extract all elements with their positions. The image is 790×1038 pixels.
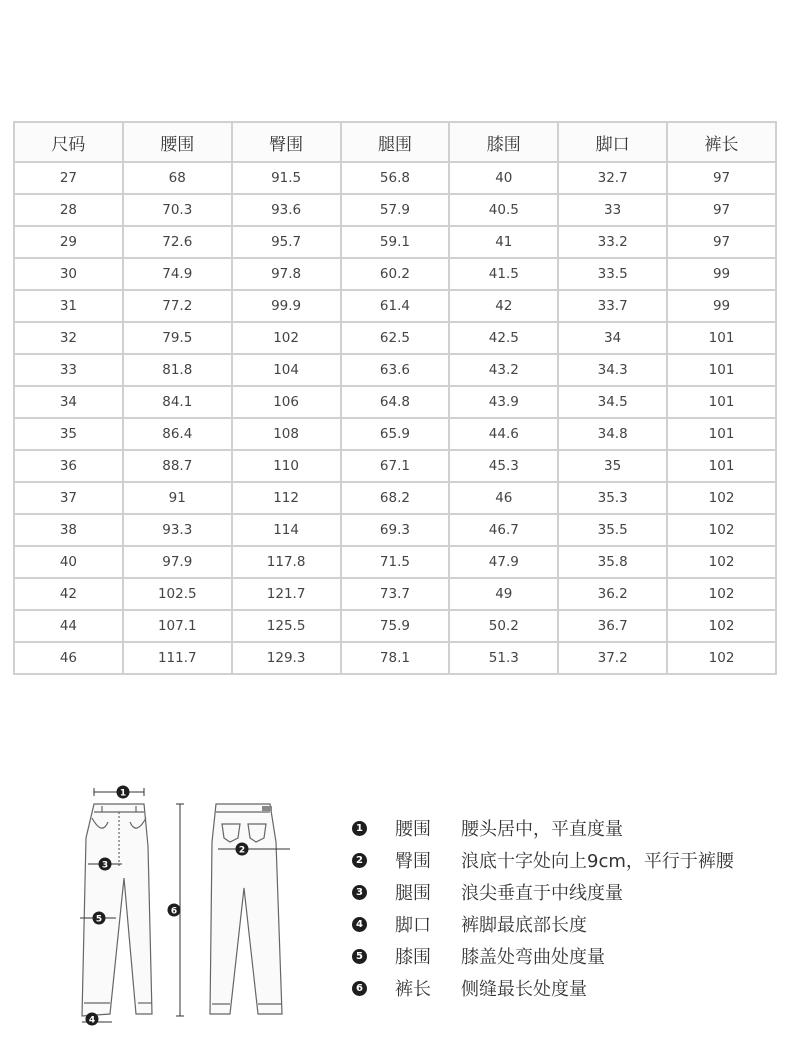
table-cell: 62.5 xyxy=(341,322,450,354)
legend-description: 腰头居中，平直度量 xyxy=(461,819,623,840)
table-cell: 41 xyxy=(449,226,558,258)
marker-2 xyxy=(236,843,249,856)
table-cell: 43.9 xyxy=(449,386,558,418)
legend-number-badge: 4 xyxy=(352,917,367,932)
legend-item xyxy=(352,940,772,972)
table-cell: 42 xyxy=(14,578,123,610)
table-cell: 84.1 xyxy=(123,386,232,418)
table-cell: 41.5 xyxy=(449,258,558,290)
table-cell: 63.6 xyxy=(341,354,450,386)
svg-text:3: 3 xyxy=(101,860,109,871)
table-cell: 97.9 xyxy=(123,546,232,578)
svg-text:2: 2 xyxy=(238,845,246,856)
table-cell: 57.9 xyxy=(341,194,450,226)
table-cell: 102 xyxy=(667,482,776,514)
legend-number-badge: 6 xyxy=(352,981,367,996)
table-cell: 102 xyxy=(667,514,776,546)
table-cell: 101 xyxy=(667,450,776,482)
table-cell: 49 xyxy=(449,578,558,610)
legend-description: 侧缝最长处度量 xyxy=(461,979,587,1000)
table-cell: 102 xyxy=(232,322,341,354)
table-cell: 102 xyxy=(667,546,776,578)
table-row xyxy=(14,162,776,194)
front-pants-drawing xyxy=(82,804,152,1016)
table-cell: 43.2 xyxy=(449,354,558,386)
table-cell: 70.3 xyxy=(123,194,232,226)
legend-number-badge: 3 xyxy=(352,885,367,900)
table-cell: 102 xyxy=(667,642,776,674)
table-cell: 107.1 xyxy=(123,610,232,642)
table-cell: 33 xyxy=(14,354,123,386)
table-cell: 51.3 xyxy=(449,642,558,674)
table-row xyxy=(14,226,776,258)
table-cell: 59.1 xyxy=(341,226,450,258)
table-cell: 67.1 xyxy=(341,450,450,482)
table-cell: 112 xyxy=(232,482,341,514)
legend-item xyxy=(352,812,772,844)
table-cell: 35.3 xyxy=(558,482,667,514)
svg-text:4: 4 xyxy=(88,1015,96,1026)
table-cell: 40.5 xyxy=(449,194,558,226)
table-cell: 36.2 xyxy=(558,578,667,610)
table-cell: 28 xyxy=(14,194,123,226)
table-cell: 86.4 xyxy=(123,418,232,450)
legend-number-badge: 5 xyxy=(352,949,367,964)
legend-label: 腰围 xyxy=(395,819,431,840)
table-cell: 37 xyxy=(14,482,123,514)
column-header: 腰围 xyxy=(123,122,232,162)
table-row xyxy=(14,386,776,418)
legend-label: 膝围 xyxy=(395,947,431,968)
table-cell: 99 xyxy=(667,258,776,290)
table-cell: 97 xyxy=(667,194,776,226)
table-cell: 101 xyxy=(667,322,776,354)
table-cell: 104 xyxy=(232,354,341,386)
table-cell: 34 xyxy=(558,322,667,354)
table-cell: 38 xyxy=(14,514,123,546)
table-cell: 36.7 xyxy=(558,610,667,642)
table-cell: 32 xyxy=(14,322,123,354)
table-cell: 73.7 xyxy=(341,578,450,610)
table-cell: 74.9 xyxy=(123,258,232,290)
table-cell: 40 xyxy=(14,546,123,578)
table-row xyxy=(14,642,776,674)
table-cell: 31 xyxy=(14,290,123,322)
table-cell: 93.3 xyxy=(123,514,232,546)
table-cell: 65.9 xyxy=(341,418,450,450)
legend-description: 裤脚最底部长度 xyxy=(461,915,587,936)
table-cell: 46.7 xyxy=(449,514,558,546)
legend-item xyxy=(352,972,772,1004)
legend-number-badge: 2 xyxy=(352,853,367,868)
table-cell: 34 xyxy=(14,386,123,418)
table-cell: 33.5 xyxy=(558,258,667,290)
legend-description: 膝盖处弯曲处度量 xyxy=(461,947,605,968)
table-cell: 106 xyxy=(232,386,341,418)
legend-number-badge: 1 xyxy=(352,821,367,836)
marker-3 xyxy=(99,858,112,871)
measurement-legend xyxy=(352,812,772,1004)
table-cell: 101 xyxy=(667,354,776,386)
table-cell: 35.5 xyxy=(558,514,667,546)
marker-1 xyxy=(117,786,130,799)
table-cell: 121.7 xyxy=(232,578,341,610)
table-cell: 81.8 xyxy=(123,354,232,386)
legend-label: 臀围 xyxy=(395,851,431,872)
table-cell: 37.2 xyxy=(558,642,667,674)
table-cell: 45.3 xyxy=(449,450,558,482)
table-cell: 33.7 xyxy=(558,290,667,322)
column-header: 脚口 xyxy=(558,122,667,162)
table-cell: 77.2 xyxy=(123,290,232,322)
table-cell: 88.7 xyxy=(123,450,232,482)
table-cell: 79.5 xyxy=(123,322,232,354)
table-cell: 91 xyxy=(123,482,232,514)
table-cell: 99 xyxy=(667,290,776,322)
legend-description: 浪尖垂直于中线度量 xyxy=(461,883,623,904)
table-cell: 44 xyxy=(14,610,123,642)
marker-5 xyxy=(93,912,106,925)
table-cell: 40 xyxy=(449,162,558,194)
column-header: 尺码 xyxy=(14,122,123,162)
table-cell: 42 xyxy=(449,290,558,322)
table-cell: 36 xyxy=(14,450,123,482)
table-cell: 27 xyxy=(14,162,123,194)
column-header: 膝围 xyxy=(449,122,558,162)
marker-4 xyxy=(86,1013,99,1026)
table-cell: 34.8 xyxy=(558,418,667,450)
table-row xyxy=(14,194,776,226)
table-cell: 99.9 xyxy=(232,290,341,322)
table-cell: 129.3 xyxy=(232,642,341,674)
legend-label: 腿围 xyxy=(395,883,431,904)
table-cell: 30 xyxy=(14,258,123,290)
table-cell: 125.5 xyxy=(232,610,341,642)
column-header: 腿围 xyxy=(341,122,450,162)
table-cell: 64.8 xyxy=(341,386,450,418)
table-cell: 111.7 xyxy=(123,642,232,674)
table-cell: 95.7 xyxy=(232,226,341,258)
table-cell: 101 xyxy=(667,386,776,418)
column-header: 臀围 xyxy=(232,122,341,162)
table-row xyxy=(14,290,776,322)
table-row xyxy=(14,610,776,642)
table-cell: 93.6 xyxy=(232,194,341,226)
table-row xyxy=(14,482,776,514)
table-row xyxy=(14,354,776,386)
table-cell: 68.2 xyxy=(341,482,450,514)
table-cell: 33 xyxy=(558,194,667,226)
column-header: 裤长 xyxy=(667,122,776,162)
svg-text:1: 1 xyxy=(119,788,127,799)
table-cell: 101 xyxy=(667,418,776,450)
legend-item xyxy=(352,844,772,876)
table-cell: 69.3 xyxy=(341,514,450,546)
pants-measurement-diagram xyxy=(72,778,322,1028)
table-header-row xyxy=(14,122,776,162)
svg-text:6: 6 xyxy=(170,906,178,917)
table-cell: 71.5 xyxy=(341,546,450,578)
marker-6 xyxy=(168,904,181,917)
table-cell: 34.5 xyxy=(558,386,667,418)
table-cell: 117.8 xyxy=(232,546,341,578)
table-cell: 50.2 xyxy=(449,610,558,642)
legend-item xyxy=(352,876,772,908)
table-cell: 42.5 xyxy=(449,322,558,354)
table-cell: 60.2 xyxy=(341,258,450,290)
table-cell: 102.5 xyxy=(123,578,232,610)
table-row xyxy=(14,418,776,450)
table-cell: 29 xyxy=(14,226,123,258)
table-cell: 97 xyxy=(667,226,776,258)
table-cell: 47.9 xyxy=(449,546,558,578)
table-row xyxy=(14,514,776,546)
table-cell: 91.5 xyxy=(232,162,341,194)
table-row xyxy=(14,546,776,578)
svg-text:5: 5 xyxy=(95,914,103,925)
table-cell: 102 xyxy=(667,610,776,642)
legend-label: 脚口 xyxy=(395,915,431,936)
table-cell: 108 xyxy=(232,418,341,450)
table-cell: 44.6 xyxy=(449,418,558,450)
size-chart-table xyxy=(13,121,777,675)
table-row xyxy=(14,258,776,290)
table-cell: 56.8 xyxy=(341,162,450,194)
table-cell: 78.1 xyxy=(341,642,450,674)
table-cell: 114 xyxy=(232,514,341,546)
table-cell: 35 xyxy=(558,450,667,482)
legend-item xyxy=(352,908,772,940)
table-cell: 72.6 xyxy=(123,226,232,258)
table-cell: 110 xyxy=(232,450,341,482)
table-cell: 46 xyxy=(449,482,558,514)
table-row xyxy=(14,578,776,610)
back-pants-drawing xyxy=(210,804,282,1014)
table-cell: 102 xyxy=(667,578,776,610)
table-row xyxy=(14,322,776,354)
legend-description: 浪底十字处向上9cm，平行于裤腰 xyxy=(461,851,734,872)
table-cell: 61.4 xyxy=(341,290,450,322)
table-cell: 46 xyxy=(14,642,123,674)
table-cell: 32.7 xyxy=(558,162,667,194)
table-row xyxy=(14,450,776,482)
table-cell: 34.3 xyxy=(558,354,667,386)
table-cell: 35.8 xyxy=(558,546,667,578)
table-cell: 33.2 xyxy=(558,226,667,258)
table-cell: 35 xyxy=(14,418,123,450)
legend-label: 裤长 xyxy=(395,979,431,1000)
table-cell: 97 xyxy=(667,162,776,194)
table-cell: 97.8 xyxy=(232,258,341,290)
table-body xyxy=(14,162,776,674)
table-cell: 75.9 xyxy=(341,610,450,642)
table-cell: 68 xyxy=(123,162,232,194)
